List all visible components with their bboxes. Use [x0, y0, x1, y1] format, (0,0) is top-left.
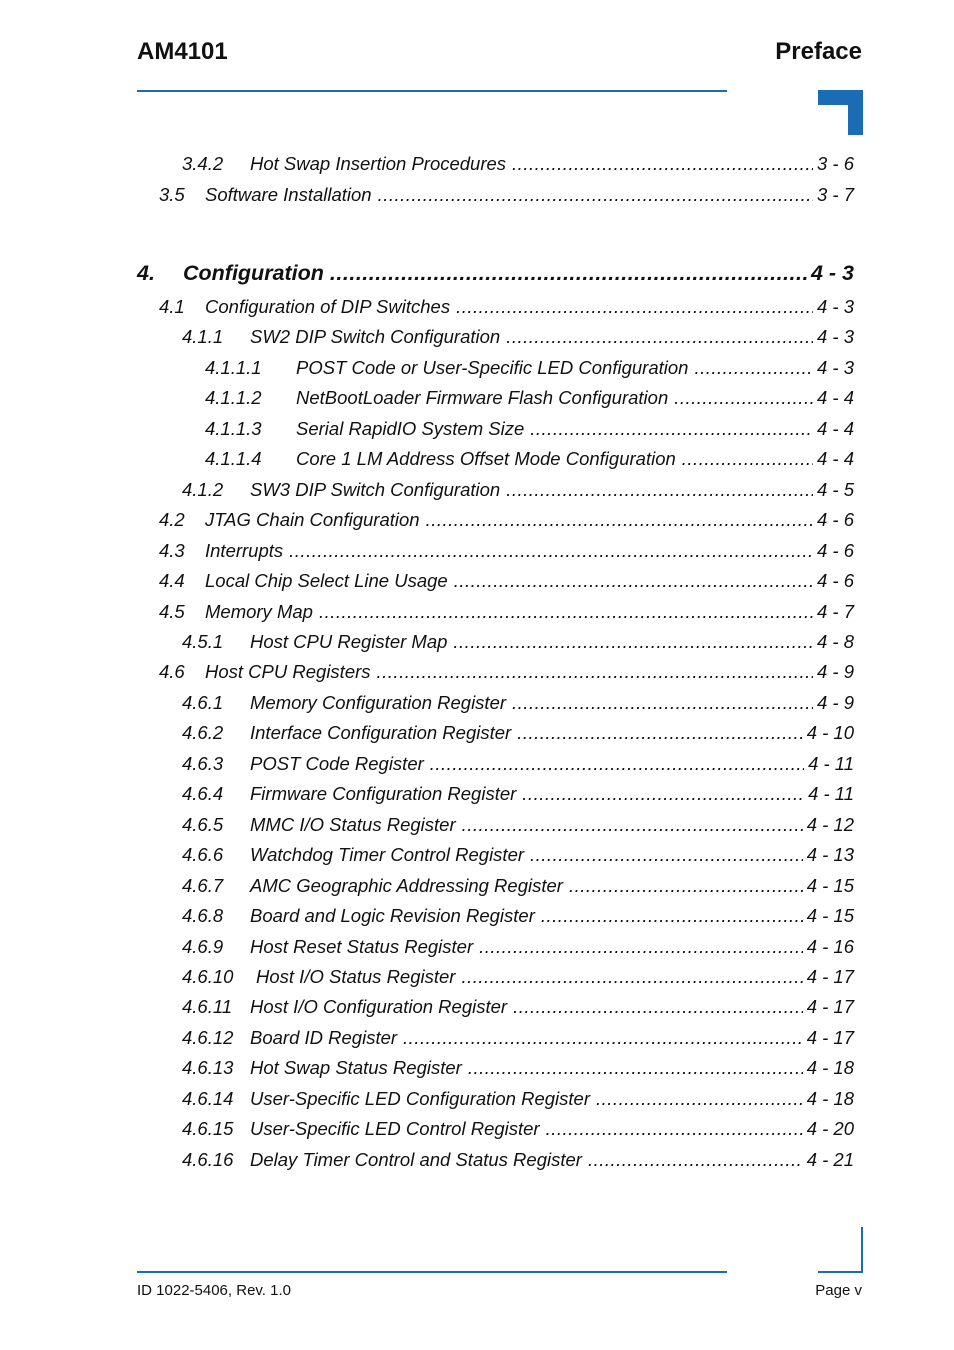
toc-entry[interactable] [182, 996, 854, 1018]
toc-dot-leader [569, 875, 803, 897]
toc-dot-leader [530, 418, 813, 440]
toc-dot-leader [453, 631, 813, 653]
toc-entry[interactable] [182, 905, 854, 927]
toc-entry[interactable] [182, 692, 854, 714]
toc-entry-number: 4. [137, 261, 155, 285]
toc-dot-leader [513, 996, 803, 1018]
toc-entry-page: 4 - 9 [816, 661, 854, 682]
toc-entry-title: POST Code Register [250, 753, 424, 774]
toc-entry-page: 4 - 18 [806, 1088, 854, 1109]
toc-entry-page: 4 - 6 [816, 570, 854, 591]
toc-entry[interactable] [182, 814, 854, 836]
toc-entry[interactable] [205, 357, 854, 379]
toc-entry[interactable] [205, 418, 854, 440]
toc-entry-number: 4.4 [159, 570, 185, 591]
toc-entry-number: 4.6.4 [182, 783, 224, 804]
toc-entry-number: 4.5.1 [182, 631, 224, 652]
toc-entry-number: 4.5 [159, 601, 185, 622]
toc-entry[interactable] [159, 570, 854, 592]
toc-entry[interactable] [182, 783, 854, 805]
toc-entry-title: User-Specific LED Control Register [250, 1118, 540, 1139]
toc-dot-leader [378, 184, 813, 206]
toc-entry-number: 4.6.12 [182, 1027, 234, 1048]
toc-entry-title: Host CPU Register Map [250, 631, 448, 652]
footer-rule [137, 1271, 727, 1273]
toc-entry-page: 4 - 10 [806, 722, 854, 743]
toc-dot-leader [546, 1118, 803, 1140]
toc-dot-leader [468, 1057, 803, 1079]
toc-entry-title: Memory Configuration Register [250, 692, 507, 713]
toc-entry-page: 4 - 4 [816, 418, 854, 439]
section-title: Preface [775, 38, 862, 65]
toc-entry-page: 4 - 20 [806, 1118, 854, 1139]
toc-entry-page: 4 - 4 [816, 387, 854, 408]
toc-entry-title: Core 1 LM Address Offset Mode Configuration [296, 448, 676, 469]
toc-entry-number: 4.6.13 [182, 1057, 234, 1078]
toc-entry-title: Host I/O Status Register [256, 966, 456, 987]
toc-entry-number: 4.6.10 [182, 966, 234, 987]
toc-entry-number: 4.6 [159, 661, 185, 682]
toc-entry-page: 4 - 17 [806, 996, 854, 1017]
toc-entry-number: 4.6.3 [182, 753, 224, 774]
toc-entry-title: Interface Configuration Register [250, 722, 512, 743]
toc-entry[interactable] [182, 844, 854, 866]
toc-entry[interactable] [182, 753, 854, 775]
toc-entry[interactable] [159, 661, 854, 683]
toc-entry-page: 4 - 15 [806, 905, 854, 926]
toc-entry[interactable] [182, 936, 854, 958]
toc-entry-page: 4 - 12 [806, 814, 854, 835]
toc-dot-leader [506, 326, 813, 348]
toc-entry-number: 4.6.5 [182, 814, 224, 835]
toc-entry-title: Serial RapidIO System Size [296, 418, 525, 439]
toc-entry-number: 4.1.1 [182, 326, 224, 347]
toc-entry[interactable] [182, 631, 854, 653]
toc-entry[interactable] [159, 296, 854, 318]
page-number: Page v [815, 1282, 862, 1299]
toc-entry-number: 4.6.16 [182, 1149, 234, 1170]
toc-entry-title: NetBootLoader Firmware Flash Configuration [296, 387, 669, 408]
toc-chapter-entry[interactable] [137, 261, 854, 287]
toc-entry-page: 4 - 3 [816, 357, 854, 378]
toc-dot-leader [479, 936, 803, 958]
toc-entry-number: 4.1 [159, 296, 185, 317]
toc-entry-page: 4 - 6 [816, 540, 854, 561]
toc-entry[interactable] [182, 875, 854, 897]
toc-entry-page: 3 - 7 [816, 184, 854, 205]
toc-dot-leader [541, 905, 803, 927]
toc-entry-number: 4.6.6 [182, 844, 224, 865]
toc-dot-leader [461, 966, 802, 988]
toc-entry-number: 4.1.2 [182, 479, 224, 500]
toc-entry[interactable] [182, 1027, 854, 1049]
toc-entry-number: 4.6.15 [182, 1118, 234, 1139]
toc-entry-title: Delay Timer Control and Status Register [250, 1149, 582, 1170]
toc-entry-page: 4 - 11 [808, 783, 854, 804]
toc-entry[interactable] [205, 448, 854, 470]
toc-entry-title: Configuration [183, 261, 324, 285]
toc-dot-leader [682, 448, 813, 470]
toc-entry-title: JTAG Chain Configuration [205, 509, 420, 530]
toc-entry-number: 4.6.1 [182, 692, 224, 713]
document-title: AM4101 [137, 38, 228, 65]
toc-entry[interactable] [182, 1149, 854, 1171]
toc-dot-leader [330, 261, 807, 286]
toc-entry[interactable] [182, 722, 854, 744]
toc-entry-title: Host CPU Registers [205, 661, 371, 682]
toc-entry-title: Board and Logic Revision Register [250, 905, 535, 926]
toc-entry-page: 4 - 4 [816, 448, 854, 469]
toc-dot-leader [694, 357, 813, 379]
toc-dot-leader [512, 692, 813, 714]
toc-entry-page: 4 - 11 [808, 753, 854, 774]
toc-dot-leader [430, 753, 804, 775]
toc-entry-number: 4.2 [159, 509, 185, 530]
toc-entry[interactable] [182, 1088, 854, 1110]
toc-entry-title: SW3 DIP Switch Configuration [250, 479, 501, 500]
document-id: ID 1022-5406, Rev. 1.0 [137, 1282, 291, 1299]
toc-entry[interactable] [205, 387, 854, 409]
toc-entry-number: 4.6.14 [182, 1088, 234, 1109]
toc-entry[interactable] [182, 479, 854, 501]
toc-dot-leader [456, 296, 813, 318]
toc-entry-title: POST Code or User-Specific LED Configuration [296, 357, 689, 378]
toc-entry-number: 4.6.7 [182, 875, 224, 896]
toc-entry[interactable] [182, 153, 854, 175]
toc-entry-page: 4 - 8 [816, 631, 854, 652]
toc-entry-title: Host I/O Configuration Register [250, 996, 508, 1017]
toc-dot-leader [454, 570, 813, 592]
toc-entry-page: 4 - 13 [806, 844, 854, 865]
toc-entry-title: Interrupts [205, 540, 284, 561]
toc-entry[interactable] [182, 966, 854, 988]
toc-entry-number: 4.6.11 [182, 996, 233, 1017]
toc-entry-title: Host Reset Status Register [250, 936, 474, 957]
toc-entry-number: 4.1.1.4 [205, 448, 262, 469]
toc-dot-leader [674, 387, 813, 409]
toc-entry-number: 3.4.2 [182, 153, 224, 174]
toc-entry-number: 4.1.1.1 [205, 357, 262, 378]
toc-dot-leader [403, 1027, 803, 1049]
toc-entry-title: User-Specific LED Configuration Register [250, 1088, 591, 1109]
toc-entry-title: Memory Map [205, 601, 313, 622]
toc-dot-leader [462, 814, 803, 836]
toc-entry-title: Local Chip Select Line Usage [205, 570, 448, 591]
toc-entry-page: 4 - 15 [806, 875, 854, 896]
toc-entry-page: 4 - 3 [810, 261, 854, 285]
toc-entry-page: 4 - 21 [806, 1149, 854, 1170]
toc-entry-number: 4.6.2 [182, 722, 224, 743]
toc-entry[interactable] [159, 601, 854, 623]
toc-entry-page: 3 - 6 [816, 153, 854, 174]
toc-dot-leader [377, 661, 813, 683]
toc-entry-number: 3.5 [159, 184, 185, 205]
toc-dot-leader [512, 153, 813, 175]
toc-entry[interactable] [159, 184, 854, 206]
toc-entry-title: Configuration of DIP Switches [205, 296, 451, 317]
toc-entry-page: 4 - 17 [806, 966, 854, 987]
toc-entry-number: 4.1.1.3 [205, 418, 262, 439]
toc-entry-title: Watchdog Timer Control Register [250, 844, 525, 865]
corner-mark-top [818, 90, 863, 135]
toc-entry-page: 4 - 9 [816, 692, 854, 713]
toc-dot-leader [517, 722, 802, 744]
corner-mark-bottom [818, 1227, 863, 1273]
toc-entry-number: 4.6.8 [182, 905, 224, 926]
toc-entry[interactable] [182, 1118, 854, 1140]
toc-entry-title: Hot Swap Status Register [250, 1057, 462, 1078]
toc-entry-page: 4 - 17 [806, 1027, 854, 1048]
toc-entry-page: 4 - 3 [816, 296, 854, 317]
toc-entry-page: 4 - 5 [816, 479, 854, 500]
toc-entry-page: 4 - 16 [806, 936, 854, 957]
header-rule [137, 90, 727, 92]
toc-entry-title: MMC I/O Status Register [250, 814, 456, 835]
toc-dot-leader [426, 509, 813, 531]
toc-entry-page: 4 - 3 [816, 326, 854, 347]
toc-entry[interactable] [182, 1057, 854, 1079]
toc-entry[interactable] [182, 326, 854, 348]
toc-entry[interactable] [159, 540, 854, 562]
toc-dot-leader [289, 540, 813, 562]
toc-dot-leader [530, 844, 803, 866]
toc-entry[interactable] [159, 509, 854, 531]
toc-dot-leader [596, 1088, 803, 1110]
toc-entry-title: Board ID Register [250, 1027, 398, 1048]
toc-dot-leader [588, 1149, 803, 1171]
toc-dot-leader [506, 479, 813, 501]
toc-entry-page: 4 - 18 [806, 1057, 854, 1078]
toc-entry-title: AMC Geographic Addressing Register [250, 875, 563, 896]
toc-entry-page: 4 - 6 [816, 509, 854, 530]
toc-entry-title: SW2 DIP Switch Configuration [250, 326, 501, 347]
toc-entry-title: Firmware Configuration Register [250, 783, 517, 804]
toc-entry-number: 4.3 [159, 540, 185, 561]
toc-entry-title: Hot Swap Insertion Procedures [250, 153, 507, 174]
toc-dot-leader [319, 601, 813, 623]
toc-entry-title: Software Installation [205, 184, 372, 205]
toc-entry-number: 4.6.9 [182, 936, 224, 957]
toc-entry-number: 4.1.1.2 [205, 387, 262, 408]
toc-dot-leader [522, 783, 804, 805]
toc-entry-page: 4 - 7 [816, 601, 854, 622]
